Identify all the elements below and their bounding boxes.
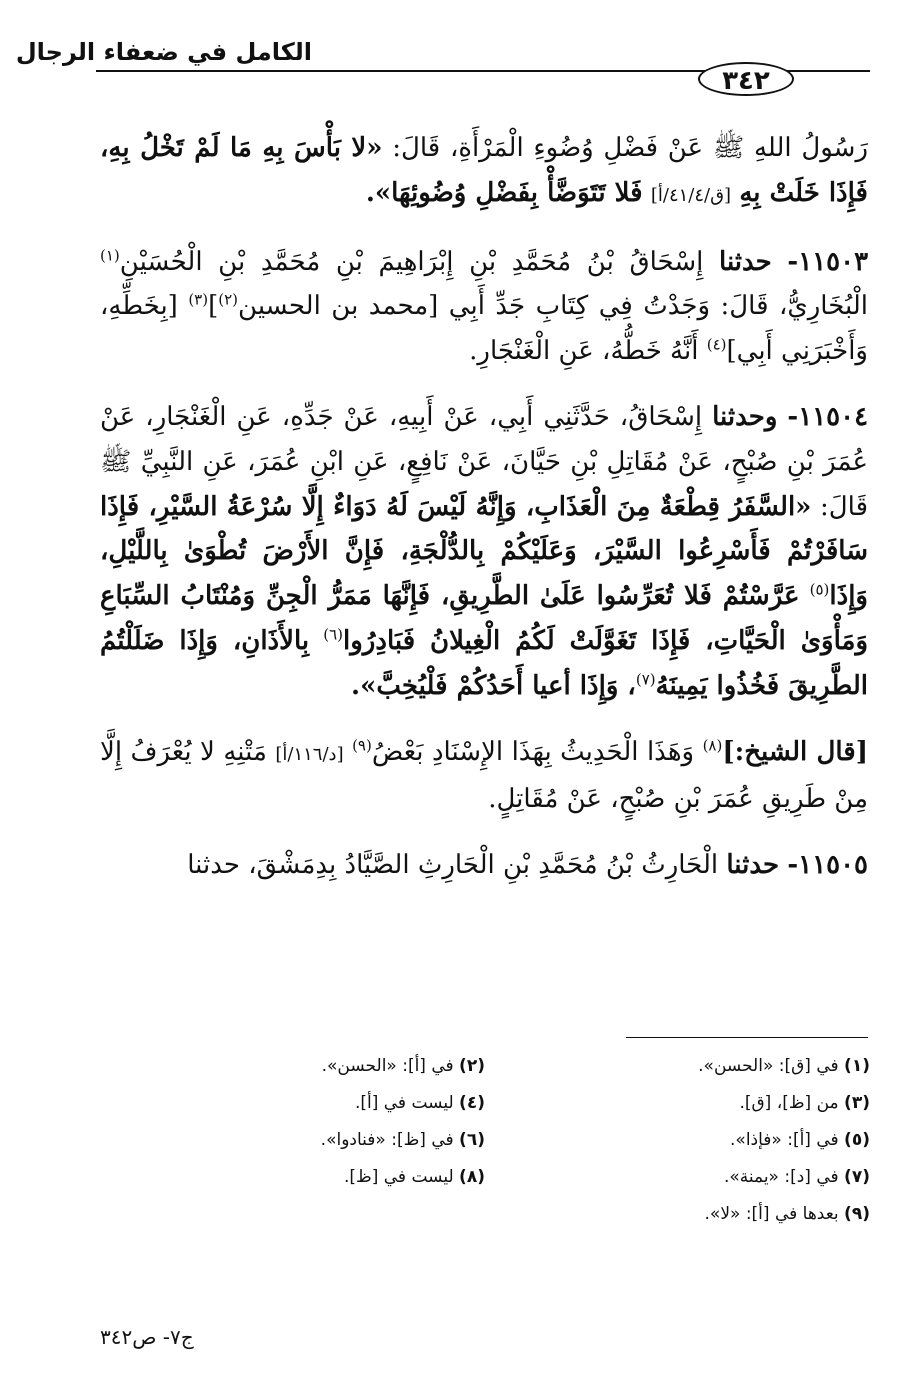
- footnote-number: (٨): [459, 1167, 485, 1187]
- footnote-row: [100, 1196, 870, 1233]
- footnote-text: في [ظ]: «فنادوا».: [320, 1130, 454, 1150]
- page-number: ٣٤٢: [698, 62, 794, 96]
- text-segment: وَهَذَا الْحَدِيثُ بِهَذَا الإِسْنَادِ بَعْضُ: [371, 736, 695, 767]
- footnote-marker: (٣): [188, 290, 209, 309]
- footnote-item: [100, 1048, 485, 1085]
- hadith-text: «لا بَأْسَ بِهِ مَا لَمْ تَخْلُ بِهِ، فَإِذَا خَلَتْ بِهِ: [100, 133, 868, 208]
- main-text: [100, 126, 868, 909]
- footnote-marker: (١): [100, 245, 120, 264]
- footnote-marker: (٦): [323, 625, 344, 644]
- hadith-number: ١١٥٠٤-: [787, 401, 869, 432]
- footnote-text: في [د]: «يمنة».: [723, 1167, 839, 1187]
- footnote-marker: (٢): [218, 290, 239, 309]
- footnote-item: [485, 1159, 870, 1196]
- volume-page-folio: ج٧- ص٣٤٢: [100, 1325, 194, 1349]
- text-segment: الْبُخَارِيُّ، قَالَ: وَجَدْتُ فِي كِتَابِ جَدِّ أَبِي [محمد بن الحسين: [238, 291, 868, 322]
- paragraph-continuation: [100, 126, 868, 219]
- footnote-marker: (٧): [635, 670, 656, 689]
- footnote-number: (٤): [459, 1093, 485, 1113]
- footnote-text: بعدها في [أ]: «لا».: [704, 1204, 839, 1224]
- footnote-number: (٧): [844, 1167, 870, 1187]
- text-segment: إِسْحَاقُ، حَدَّثَنِي أَبِي، عَنْ أَبِيهِ، عَنْ جَدِّهِ، عَنِ الْغَنْجَارِ، عَنْ عُمَرَ بْنِ صُبْحٍ، عَنْ مُقَاتِلِ بْنِ حَيَّانَ، عَنْ نَافِعٍ، عَنِ ابْنِ عُمَرَ، عَنِ النَّبِيِّ ﷺ قَالَ:: [100, 401, 868, 522]
- footnote-text: في [ق]: «الحسن».: [698, 1056, 839, 1076]
- footnote-item: [485, 1048, 870, 1085]
- hadith-text: عَرَّسْتُمْ فَلا تُعَرِّسُوا عَلَىٰ الطَّرِيقِ، فَإِنَّهَا مَمَرُّ الْجِنِّ وَمُنْتَابُ السِّبَاعِ وَمَأْوَىٰ الْحَيَّاتِ، فَإِذَا تَغَوَّلَتْ لَكُمُ الْغِيلانُ فَبَادِرُوا: [100, 581, 869, 656]
- text-segment: إِسْحَاقُ بْنُ مُحَمَّدِ بْنِ إِبْرَاهِيمَ بْنِ مُحَمَّدِ بْنِ الْحُسَيْنِ: [119, 246, 704, 277]
- footnote-number: (٦): [459, 1130, 485, 1150]
- footnote-number: (١): [844, 1056, 870, 1076]
- text-segment: رَسُولُ اللهِ ﷺ عَنْ فَضْلِ وُضُوءِ الْمَرْأَةِ، قَالَ:: [382, 133, 869, 163]
- footnote-text: ليست في [أ].: [354, 1093, 454, 1113]
- running-title: الكامل في ضعفاء الرجال: [15, 38, 312, 66]
- hadith-text: «السَّفَرُ قِطْعَةٌ مِنَ الْعَذَابِ، وَإِنَّهُ لَيْسَ لَهُ دَوَاءٌ إِلَّا سُرْعَةُ السَّيْرِ، فَإِذَا سَافَرْتُمْ فَأَسْرِعُوا السَّيْرَ، وَعَلَيْكُمْ بِالدُّلْجَةِ، فَإِنَّ الأَرْضَ تُطْوَىٰ بِاللَّيْلِ، وَإِذَا: [100, 491, 868, 612]
- footnote-text: ليست في [ظ].: [343, 1167, 454, 1187]
- footnote-row: [100, 1048, 870, 1085]
- hadith-text: ، وَإِذَا أعيا أَحَدُكُمْ فَلْيُخِبَّ».: [351, 670, 636, 701]
- paragraph-11504: [100, 395, 868, 709]
- text-segment: [بِخَطِّهِ، وَأَخْبَرَنِي أَبِي]: [100, 291, 868, 367]
- lead-word: حدثنا: [719, 246, 772, 277]
- lead-word: [قال الشيخ:]: [722, 736, 869, 767]
- hadith-number: ١١٥٠٣-: [787, 246, 869, 277]
- paragraph-11505: [100, 843, 868, 888]
- footnote-item: [100, 1159, 485, 1196]
- footnotes: [100, 1048, 870, 1233]
- footnote-marker: (٥): [809, 580, 830, 599]
- footnote-item: [100, 1122, 485, 1159]
- paragraph-11503: [100, 240, 868, 374]
- footnote-text: في [أ]: «فإذا».: [730, 1130, 839, 1150]
- footnote-marker: (٤): [706, 335, 727, 354]
- manuscript-ref: [د/١١٦/أ]: [275, 743, 344, 765]
- footnote-item: [485, 1122, 870, 1159]
- hadith-text: فَلا تَتَوَضَّأْ بِفَضْلِ وُضُوئِهَا».: [365, 177, 643, 208]
- footnote-row: [100, 1085, 870, 1122]
- footnote-number: (٩): [844, 1204, 870, 1224]
- hadith-number: ١١٥٠٥-: [787, 850, 868, 881]
- footnote-number: (٢): [459, 1056, 485, 1076]
- footnote-number: (٥): [844, 1130, 870, 1150]
- footnote-rule: [626, 1037, 868, 1038]
- paragraph-sheikh-comment: [100, 730, 868, 823]
- footnote-item: [485, 1085, 870, 1122]
- text-segment: الْحَارِثُ بْنُ مُحَمَّدِ بْنِ الْحَارِثِ الصَّيَّادُ بِدِمَشْقَ، حدثنا: [187, 850, 719, 881]
- hadith-text: بِالأَذَانِ، وَإِذَا ضَلَلْتُمُ الطَّرِيقَ فَخُذُوا يَمِينَهُ: [100, 625, 868, 701]
- footnote-row: [100, 1122, 870, 1159]
- footnote-text: من [ظ]، [ق].: [739, 1093, 839, 1113]
- lead-word: وحدثنا: [712, 401, 778, 432]
- footnote-number: (٣): [844, 1093, 870, 1113]
- text-segment: مَتْنِهِ لا يُعْرَفُ إِلَّا مِنْ طَرِيقِ عُمَرَ بْنِ صُبْحٍ، عَنْ مُقَاتِلٍ.: [100, 736, 868, 815]
- lead-word: حدثنا: [726, 850, 780, 881]
- footnote-marker: (٨): [702, 735, 723, 754]
- text-segment: ]: [208, 291, 219, 322]
- text-segment: أَنَّهُ خَطُّهُ، عَنِ الْغَنْجَارِ.: [469, 336, 699, 367]
- manuscript-ref: [ق/٤١/٤/أ]: [650, 184, 732, 206]
- footnote-text: في [أ]: «الحسن».: [321, 1056, 454, 1076]
- footnote-item: [485, 1196, 870, 1233]
- footnote-row: [100, 1159, 870, 1196]
- footnote-marker: (٩): [352, 735, 372, 754]
- footnote-item: [100, 1085, 485, 1122]
